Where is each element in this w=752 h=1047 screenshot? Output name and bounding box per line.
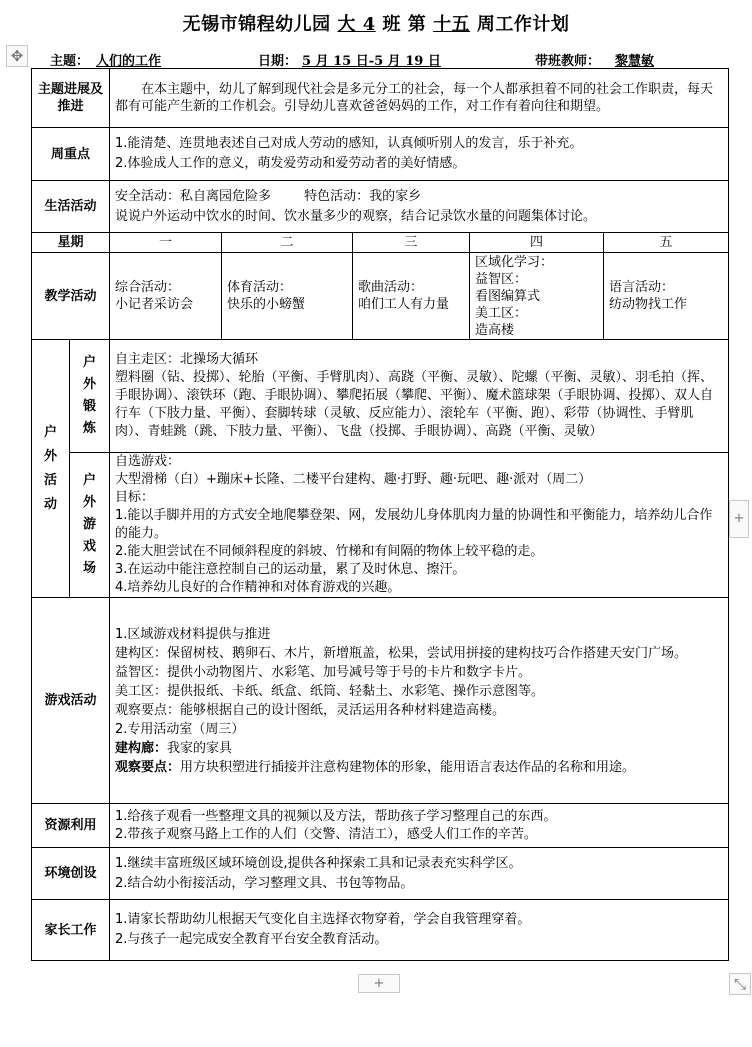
environment-label: 环境创设 xyxy=(32,848,110,900)
outdoor-exercise-text[interactable] xyxy=(110,340,729,453)
game-activity-label: 游戏活动 xyxy=(32,598,110,804)
game-line: 建构区：保留树枝、鹅卵石、木片，新增瓶盖，松果，尝试用拼接的建构技巧合作搭建天安门广场。 xyxy=(115,645,688,661)
outdoor-games-label xyxy=(70,453,110,598)
meta-line xyxy=(0,50,752,68)
weekday-tue: 二 xyxy=(222,233,353,253)
teacher-label: 带班教师： xyxy=(535,54,601,69)
parents-line: 1.请家长帮助幼儿根据天气变化自主选择衣物穿着，学会自我管理穿着。 xyxy=(115,912,531,927)
life-activity-text[interactable] xyxy=(110,181,729,233)
school-name: 无锡市锦程幼儿园 xyxy=(182,14,331,35)
theme-label: 主题： xyxy=(50,54,90,69)
teaching-line: 小记者采访会 xyxy=(115,297,194,312)
teaching-line: 歌曲活动： xyxy=(358,280,424,295)
environment-line: 1.继续丰富班级区域环境创设,提供各种探索工具和记录表充实科学区。 xyxy=(115,855,522,871)
teaching-line: 咱们工人有力量 xyxy=(358,297,450,312)
game-line: 1.区域游戏材料提供与推进 xyxy=(115,626,271,642)
teaching-label: 教学活动 xyxy=(32,253,110,340)
row-life-activity xyxy=(32,181,729,233)
weekday-label: 星期 xyxy=(32,233,110,253)
teaching-line: 纺动物找工作 xyxy=(609,297,688,312)
weekday-thu: 四 xyxy=(470,233,604,253)
class-name: 大 4 xyxy=(337,14,376,35)
life-line: 安全活动：私自离园危险多 特色活动：我的家乡 xyxy=(115,188,422,204)
row-game-activity xyxy=(32,598,729,804)
week-focus-text[interactable] xyxy=(110,128,729,181)
life-activity-label: 生活活动 xyxy=(32,181,110,233)
add-column-button[interactable]: + xyxy=(729,500,749,538)
row-theme-progress xyxy=(32,69,729,128)
games-line: 3.在运动中能注意控制自己的运动量，累了及时休息、擦汗。 xyxy=(115,562,466,577)
weekday-mon: 一 xyxy=(110,233,222,253)
weekly-plan-table xyxy=(31,68,729,961)
outdoor-label xyxy=(32,340,70,598)
teaching-line: 区域化学习： xyxy=(475,254,554,270)
resources-label: 资源利用 xyxy=(32,804,110,848)
weekday-wed: 三 xyxy=(353,233,470,253)
parents-line: 2.与孩子一起完成安全教育平台安全教育活动。 xyxy=(115,932,388,947)
outdoor-exercise-label-text: 户外锻炼 xyxy=(83,355,97,436)
row-resources xyxy=(32,804,729,848)
exercise-line: 塑料圈（钻、投掷）、轮胎（平衡、手臂肌肉）、高跷（平衡、灵敏）、陀螺（平衡、灵敏）、羽毛拍（挥、手眼协调）、滚铁环（跑、手眼协调）、攀爬拓展（攀爬、平衡）、魔术篮球架（手眼协调、投掷）、双人自行车（下肢力量、平衡）、套脚转球（灵敏、反应能力）、滚轮车（平衡、跑）、彩带（协调性、手臂肌肉）、青蛙跳（跳、下肢力量、平衡）、飞盘（投掷、手眼协调）、高跷（平衡、灵敏） xyxy=(115,370,714,439)
game-line: 观察要点：能够根据自己的设计图纸，灵活运用各种材料建造高楼。 xyxy=(115,702,506,718)
games-line: 自选游戏： xyxy=(115,454,181,469)
document-title xyxy=(0,10,752,36)
observe-value: 用方块积塑进行插接并注意构建物体的形象，能用语言表达作品的名称和用途。 xyxy=(180,759,636,775)
life-line: 说说户外运动中饮水的时间、饮水量多少的观察，结合记录饮水量的问题集体讨论。 xyxy=(115,208,597,224)
games-line: 1.能以手脚并用的方式安全地爬攀登架、网，发展幼儿身体肌肉力量的协调性和平衡能力，培养幼儿合作的能力。 xyxy=(115,508,713,541)
teaching-line: 美工区： xyxy=(475,305,528,321)
teaching-thu[interactable] xyxy=(470,253,604,340)
theme-progress-text[interactable] xyxy=(110,69,729,128)
teaching-line: 造高楼 xyxy=(475,322,515,338)
game-line: 美工区：提供报纸、卡纸、纸盒、纸筒、轻黏土、水彩笔、操作示意图等。 xyxy=(115,683,545,699)
teaching-wed[interactable] xyxy=(353,253,470,340)
exercise-line: 自主走区：北操场大循环 xyxy=(115,352,259,367)
games-line: 目标： xyxy=(115,490,155,505)
teaching-tue[interactable] xyxy=(222,253,353,340)
week-focus-label: 周重点 xyxy=(32,128,110,181)
room-key: 建构廊： xyxy=(115,740,168,756)
weekday-fri: 五 xyxy=(604,233,729,253)
games-line: 2.能大胆尝试在不同倾斜程度的斜坡、竹梯和有间隔的物体上较平稳的走。 xyxy=(115,544,544,559)
row-week-focus xyxy=(32,128,729,181)
teaching-line: 综合活动： xyxy=(115,280,181,295)
teaching-line: 快乐的小螃蟹 xyxy=(227,297,306,312)
environment-line: 2.结合幼小衔接活动，学习整理文具、书包等物品。 xyxy=(115,875,414,891)
teacher-value: 黎慧敏 xyxy=(615,54,655,69)
game-room-line xyxy=(115,739,723,758)
row-environment xyxy=(32,848,729,900)
theme-value: 人们的工作 xyxy=(96,54,162,69)
game-line: 益智区：提供小动物图片、水彩笔、加号减号等于号的卡片和数字卡片。 xyxy=(115,664,532,680)
game-activity-text[interactable] xyxy=(110,598,729,804)
resources-line: 1.给孩子观看一些整理文具的视频以及方法，帮助孩子学习整理自己的东西。 xyxy=(115,808,557,824)
environment-text[interactable] xyxy=(110,848,729,900)
resources-line: 2.带孩子观察马路上工作的人们（交警、清洁工），感受人们工作的辛苦。 xyxy=(115,826,537,842)
resources-text[interactable] xyxy=(110,804,729,848)
focus-line: 2.体验成人工作的意义，萌发爱劳动和爱劳动者的美好情感。 xyxy=(115,156,466,171)
teaching-line: 体育活动： xyxy=(227,280,293,295)
table-resize-icon[interactable]: ⤡ xyxy=(729,973,751,995)
class-suffix: 班 第 xyxy=(382,14,427,35)
game-observe-line xyxy=(115,758,723,777)
parents-label: 家长工作 xyxy=(32,900,110,961)
game-line: 2.专用活动室（周三） xyxy=(115,721,245,737)
row-outdoor-exercise xyxy=(32,340,729,453)
outdoor-games-label-text: 户外游戏场 xyxy=(83,473,97,576)
outdoor-games-text[interactable] xyxy=(110,453,729,598)
teaching-line: 益智区： xyxy=(475,271,528,287)
row-outdoor-games xyxy=(32,453,729,598)
games-line: 4.培养幼儿良好的合作精神和对体育游戏的兴趣。 xyxy=(115,580,401,595)
row-teaching xyxy=(32,253,729,340)
date-label: 日期： xyxy=(258,54,298,69)
room-value: 我家的家具 xyxy=(167,740,233,756)
parents-text[interactable] xyxy=(110,900,729,961)
outdoor-exercise-label xyxy=(70,340,110,453)
teaching-line: 语言活动： xyxy=(609,280,675,295)
plan-suffix: 周工作计划 xyxy=(476,14,570,35)
theme-progress-paragraph: 在本主题中，幼儿了解到现代社会是多元分工的社会，每一个人都承担着不同的社会工作职责，每天都有可能产生新的工作机会。引导幼儿喜欢爸爸妈妈的工作，对工作有着向往和期望。 xyxy=(115,82,714,114)
row-parents xyxy=(32,900,729,961)
outdoor-label-text: 户外活动 xyxy=(43,424,57,512)
focus-line: 1.能清楚、连贯地表述自己对成人劳动的感知，认真倾听别人的发言，乐于补充。 xyxy=(115,136,583,151)
week-number: 十五 xyxy=(433,14,471,35)
games-line: 大型滑梯（白）+蹦床+长隆、二楼平台建构、趣·打野、趣·玩吧、趣·派对（周二） xyxy=(115,472,592,487)
add-row-button[interactable]: + xyxy=(358,974,400,993)
teaching-mon[interactable] xyxy=(110,253,222,340)
date-value: 5 月 15 日-5 月 19 日 xyxy=(302,54,441,69)
table-move-icon[interactable]: ✥ xyxy=(6,45,28,67)
theme-progress-label: 主题进展及推进 xyxy=(32,69,110,128)
teaching-fri[interactable] xyxy=(604,253,729,340)
observe-key: 观察要点： xyxy=(115,759,181,775)
teaching-line: 看图编算式 xyxy=(475,288,541,304)
row-weekdays xyxy=(32,233,729,253)
